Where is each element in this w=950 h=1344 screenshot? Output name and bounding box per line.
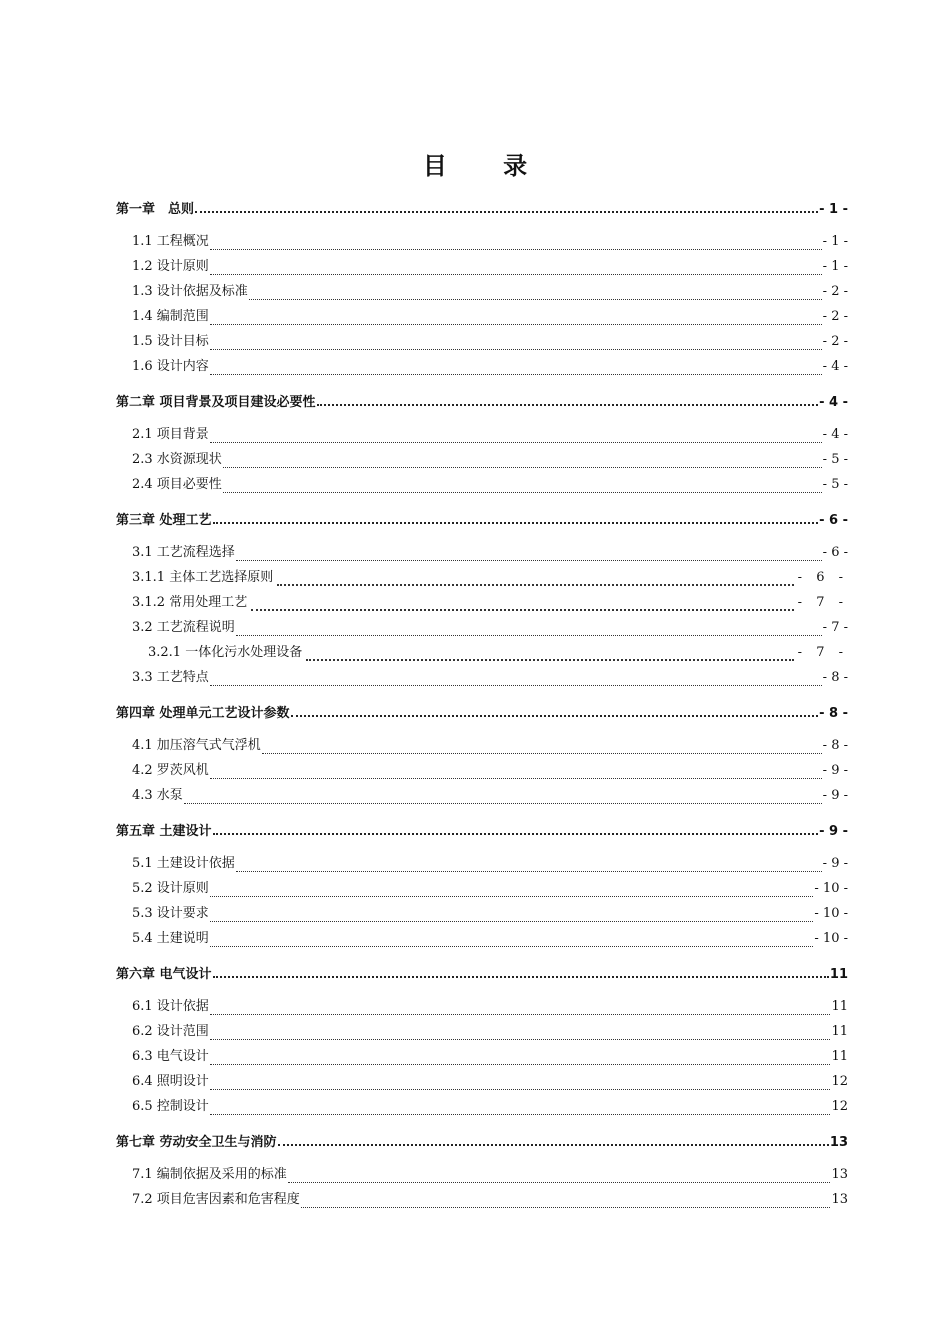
toc-section-entry[interactable] — [116, 733, 848, 758]
toc-page-number: - 9 - — [819, 824, 848, 839]
toc-page-number: - 9 - — [822, 763, 848, 778]
dot-leader — [306, 659, 793, 661]
toc-page-number: 13 — [831, 1192, 848, 1207]
toc-entry-label: 7.1 编制依据及采用的标准 — [132, 1167, 287, 1182]
toc-page-number: - 6 - — [819, 513, 848, 528]
toc-page-number: - 10 - — [814, 906, 848, 921]
page-title: 目 录 — [422, 152, 552, 180]
toc-entry-label: 2.4 项目必要性 — [132, 477, 222, 492]
toc-section-entry[interactable] — [116, 901, 848, 926]
toc-page-number: - 2 - — [822, 284, 848, 299]
dot-leader — [210, 1014, 831, 1015]
toc-page-number: - 5 - — [822, 477, 848, 492]
toc-page-number: - 10 - — [814, 881, 848, 896]
toc-entry-label: 6.4 照明设计 — [132, 1074, 209, 1089]
toc-page-number: - 10 - — [814, 931, 848, 946]
toc-entry-label: 3.2 工艺流程说明 — [132, 620, 235, 635]
toc-entry-label: 4.1 加压溶气式气浮机 — [132, 738, 261, 753]
toc-page-number: 13 — [831, 1167, 848, 1182]
toc-section-entry[interactable] — [116, 354, 848, 379]
dot-leader — [288, 1182, 831, 1183]
toc-section-entry[interactable] — [116, 1019, 848, 1044]
toc-page-number: 11 — [829, 967, 848, 982]
toc-entry-label: 6.3 电气设计 — [132, 1049, 209, 1064]
toc-entry-label: 2.3 水资源现状 — [132, 452, 222, 467]
dot-leader — [251, 609, 793, 611]
toc-page-number: - 8 - — [819, 706, 848, 721]
dot-leader — [249, 299, 822, 300]
toc-page-number: - 6 - — [797, 570, 848, 585]
toc-entry-label: 1.2 设计原则 — [132, 259, 209, 274]
toc-section-entry[interactable] — [116, 1094, 848, 1119]
toc-page-number: - 8 - — [822, 738, 848, 753]
toc-entry-label: 5.2 设计原则 — [132, 881, 209, 896]
toc-page-number: 11 — [831, 999, 848, 1014]
dot-leader — [223, 492, 822, 493]
dot-leader — [236, 871, 822, 872]
toc-page-number: - 9 - — [822, 788, 848, 803]
toc-section-entry[interactable] — [116, 254, 848, 279]
dot-leader — [210, 1064, 831, 1065]
toc-section-entry[interactable] — [116, 1162, 848, 1187]
toc-entry-label: 1.5 设计目标 — [132, 334, 209, 349]
toc-entry-label: 第七章 劳动安全卫生与消防 — [116, 1135, 277, 1150]
toc-section-entry[interactable] — [116, 851, 848, 876]
toc-page-number: - 7 - — [797, 595, 848, 610]
toc-section-entry[interactable] — [116, 783, 848, 808]
dot-leader — [213, 522, 819, 524]
toc-section-entry[interactable] — [116, 447, 848, 472]
dot-leader — [210, 324, 822, 325]
toc-section-entry[interactable] — [116, 876, 848, 901]
toc-entry-label: 第五章 土建设计 — [116, 824, 212, 839]
dot-leader — [236, 560, 822, 561]
toc-entry-label: 3.1.2 常用处理工艺 — [132, 595, 248, 610]
dot-leader — [236, 635, 822, 636]
toc-section-entry[interactable] — [116, 540, 848, 565]
dot-leader — [213, 833, 819, 835]
toc-page-number: - 4 - — [822, 359, 848, 374]
toc-entry-label: 第四章 处理单元工艺设计参数 — [116, 706, 290, 721]
dot-leader — [223, 467, 822, 468]
toc-page-number: - 7 - — [797, 645, 848, 660]
toc-chapter-entry[interactable] — [116, 1128, 848, 1150]
dot-leader — [213, 976, 829, 978]
dot-leader — [210, 685, 822, 686]
toc-section-entry[interactable] — [116, 926, 848, 951]
dot-leader — [210, 249, 822, 250]
dot-leader — [301, 1207, 831, 1208]
toc-entry-label: 2.1 项目背景 — [132, 427, 209, 442]
toc-page-number: - 2 - — [822, 309, 848, 324]
toc-section-entry[interactable] — [116, 279, 848, 304]
toc-entry-label: 5.1 土建设计依据 — [132, 856, 235, 871]
toc-entry-label: 4.3 水泵 — [132, 788, 183, 803]
toc-page-number: - 7 - — [822, 620, 848, 635]
toc-chapter-entry[interactable] — [116, 506, 848, 528]
toc-chapter-entry[interactable] — [116, 195, 848, 217]
toc-entry-label: 6.1 设计依据 — [132, 999, 209, 1014]
toc-page-number: - 2 - — [822, 334, 848, 349]
toc-section-entry[interactable] — [116, 1044, 848, 1069]
toc-section-entry[interactable] — [116, 665, 848, 690]
toc-entry-label: 6.5 控制设计 — [132, 1099, 209, 1114]
toc-entry-label: 第六章 电气设计 — [116, 967, 212, 982]
toc-entry-label: 5.4 土建说明 — [132, 931, 209, 946]
toc-entry-label: 3.1.1 主体工艺选择原则 — [132, 570, 274, 585]
toc-section-entry[interactable] — [116, 422, 848, 447]
toc-page-number: - 5 - — [822, 452, 848, 467]
dot-leader — [210, 1089, 831, 1090]
dot-leader — [262, 753, 822, 754]
toc-section-entry[interactable] — [116, 640, 848, 665]
toc-section-entry[interactable] — [116, 329, 848, 354]
dot-leader — [317, 404, 819, 406]
dot-leader — [210, 896, 814, 897]
toc-section-entry[interactable] — [116, 472, 848, 497]
toc-section-entry[interactable] — [116, 758, 848, 783]
toc-section-entry[interactable] — [116, 229, 848, 254]
dot-leader — [277, 584, 793, 586]
toc-section-entry[interactable] — [116, 1187, 848, 1212]
dot-leader — [210, 946, 814, 947]
toc-page-number: 11 — [831, 1049, 848, 1064]
toc-page-number: - 1 - — [822, 234, 848, 249]
dot-leader — [210, 274, 822, 275]
toc-entry-label: 第三章 处理工艺 — [116, 513, 212, 528]
toc-entry-label: 5.3 设计要求 — [132, 906, 209, 921]
dot-leader — [210, 921, 814, 922]
dot-leader — [278, 1144, 829, 1146]
toc-chapter-entry[interactable] — [116, 817, 848, 839]
toc-chapter-entry[interactable] — [116, 699, 848, 721]
toc-entry-label: 7.2 项目危害因素和危害程度 — [132, 1192, 300, 1207]
toc-section-entry[interactable] — [116, 565, 848, 590]
toc-page-number: 12 — [831, 1099, 848, 1114]
toc-page-number: - 1 - — [819, 202, 848, 217]
dot-leader — [210, 442, 822, 443]
toc-section-entry[interactable] — [116, 1069, 848, 1094]
dot-leader — [184, 803, 822, 804]
dot-leader — [210, 374, 822, 375]
toc-page-number: 12 — [831, 1074, 848, 1089]
toc-page-number: - 9 - — [822, 856, 848, 871]
toc-entry-label: 1.1 工程概况 — [132, 234, 209, 249]
toc-section-entry[interactable] — [116, 994, 848, 1019]
toc-entry-label: 1.6 设计内容 — [132, 359, 209, 374]
toc-entry-label: 4.2 罗茨风机 — [132, 763, 209, 778]
toc-entry-label: 1.3 设计依据及标准 — [132, 284, 248, 299]
toc-section-entry[interactable] — [116, 615, 848, 640]
dot-leader — [210, 778, 822, 779]
toc-page-number: - 1 - — [822, 259, 848, 274]
dot-leader — [210, 1114, 831, 1115]
toc-section-entry[interactable] — [116, 590, 848, 615]
toc-page-number: - 8 - — [822, 670, 848, 685]
dot-leader — [210, 349, 822, 350]
toc-page-number: 13 — [829, 1135, 848, 1150]
toc-page-number: 11 — [831, 1024, 848, 1039]
toc-entry-label: 3.1 工艺流程选择 — [132, 545, 235, 560]
table-of-contents — [116, 195, 848, 1212]
dot-leader — [210, 1039, 831, 1040]
toc-entry-label: 第一章 总则 — [116, 202, 195, 217]
toc-entry-label: 3.3 工艺特点 — [132, 670, 209, 685]
dot-leader — [291, 715, 819, 717]
toc-entry-label: 3.2.1 一体化污水处理设备 — [148, 645, 303, 660]
toc-chapter-entry[interactable] — [116, 388, 848, 410]
toc-page-number: - 4 - — [819, 395, 848, 410]
toc-page-number: - 6 - — [822, 545, 848, 560]
toc-page-number: - 4 - — [822, 427, 848, 442]
toc-entry-label: 1.4 编制范围 — [132, 309, 209, 324]
toc-chapter-entry[interactable] — [116, 960, 848, 982]
toc-section-entry[interactable] — [116, 304, 848, 329]
dot-leader — [195, 211, 818, 213]
toc-entry-label: 6.2 设计范围 — [132, 1024, 209, 1039]
toc-entry-label: 第二章 项目背景及项目建设必要性 — [116, 395, 316, 410]
